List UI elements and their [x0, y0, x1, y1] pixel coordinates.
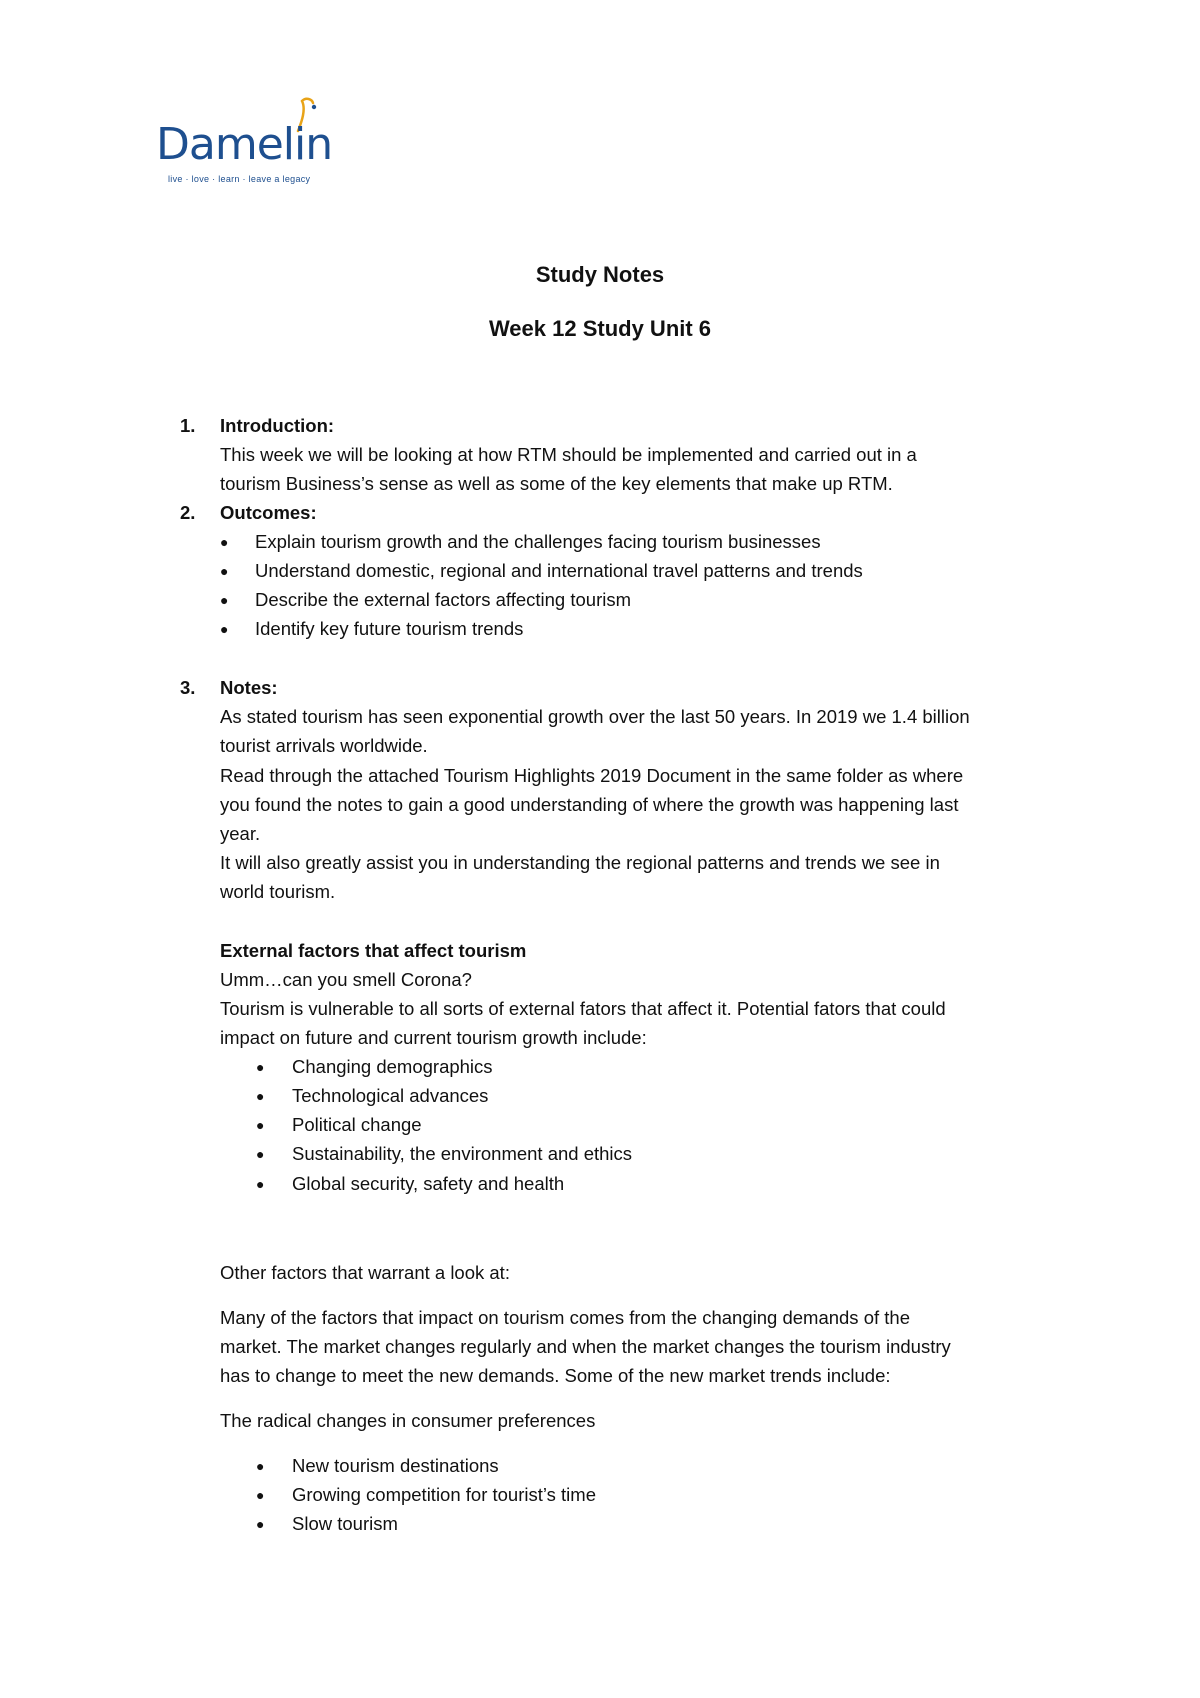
list-item: Explain tourism growth and the challenges facing tourism businesses	[255, 531, 821, 552]
list-item: Changing demographics	[292, 1056, 493, 1077]
list-item: Growing competition for tourist’s time	[292, 1484, 596, 1505]
bullet-icon: ●	[220, 534, 229, 550]
list-item: Global security, safety and health	[292, 1173, 565, 1194]
bullet-icon: ●	[220, 592, 229, 608]
list-item: Sustainability, the environment and ethics	[292, 1143, 633, 1164]
bullet-icon: ●	[256, 1458, 265, 1474]
logo-tagline: live · love · learn · leave a legacy	[168, 174, 311, 184]
page-subtitle: Week 12 Study Unit 6	[488, 316, 712, 341]
bullet-icon: ●	[256, 1516, 265, 1532]
paragraph-line: market. The market changes regularly and when the market changes the tourism industry	[220, 1336, 951, 1357]
list-item: Understand domestic, regional and international travel patterns and trends	[255, 560, 863, 581]
paragraph-line: Many of the factors that impact on tourism comes from the changing demands of the	[220, 1307, 910, 1328]
bullet-icon: ●	[256, 1117, 265, 1133]
paragraph-line: This week we will be looking at how RTM should be implemented and carried out in a	[220, 444, 917, 465]
paragraph-line: Tourism is vulnerable to all sorts of external fators that affect it. Potential fators that could	[220, 998, 946, 1019]
bullet-icon: ●	[256, 1059, 265, 1075]
list-item: Political change	[292, 1114, 422, 1135]
section-number: 3.	[180, 677, 196, 698]
damelin-logo	[156, 95, 346, 190]
paragraph-line: tourism Business’s sense as well as some of the key elements that make up RTM.	[220, 473, 893, 494]
paragraph-line: Read through the attached Tourism Highlights 2019 Document in the same folder as where	[220, 765, 964, 786]
paragraph-line: As stated tourism has seen exponential growth over the last 50 years. In 2019 we 1.4 billion	[220, 706, 970, 727]
bullet-icon: ●	[256, 1088, 265, 1104]
section-heading-outcomes: Outcomes:	[220, 502, 317, 523]
list-item: Technological advances	[292, 1085, 489, 1106]
logo-wordmark: Damelin	[156, 119, 333, 170]
external-factors-heading: External factors that affect tourism	[220, 940, 527, 961]
paragraph-line: tourist arrivals worldwide.	[220, 735, 428, 756]
page-title: Study Notes	[535, 262, 665, 287]
paragraph-line: impact on future and current tourism growth include:	[220, 1027, 647, 1048]
paragraph-line: Umm…can you smell Corona?	[220, 969, 472, 990]
bullet-icon: ●	[220, 621, 229, 637]
bullet-icon: ●	[220, 563, 229, 579]
bullet-icon: ●	[256, 1487, 265, 1503]
paragraph-line: has to change to meet the new demands. Some of the new market trends include:	[220, 1365, 891, 1386]
list-item: Identify key future tourism trends	[255, 618, 524, 639]
paragraph-line: year.	[220, 823, 261, 844]
section-number: 2.	[180, 502, 196, 523]
list-item: Slow tourism	[292, 1513, 398, 1534]
other-factors-heading: Other factors that warrant a look at:	[220, 1262, 510, 1283]
bullet-icon: ●	[256, 1146, 265, 1162]
paragraph-line: you found the notes to gain a good understanding of where the growth was happening last	[220, 794, 959, 815]
section-heading-notes: Notes:	[220, 677, 278, 698]
bullet-icon: ●	[256, 1176, 265, 1192]
paragraph-line: world tourism.	[220, 881, 336, 902]
paragraph-line: It will also greatly assist you in understanding the regional patterns and trends we see in	[220, 852, 940, 873]
consumer-preferences-subheading: The radical changes in consumer preferences	[220, 1410, 596, 1431]
list-item: Describe the external factors affecting tourism	[255, 589, 631, 610]
section-heading-introduction: Introduction:	[220, 415, 335, 436]
section-number: 1.	[180, 415, 196, 436]
list-item: New tourism destinations	[292, 1455, 499, 1476]
